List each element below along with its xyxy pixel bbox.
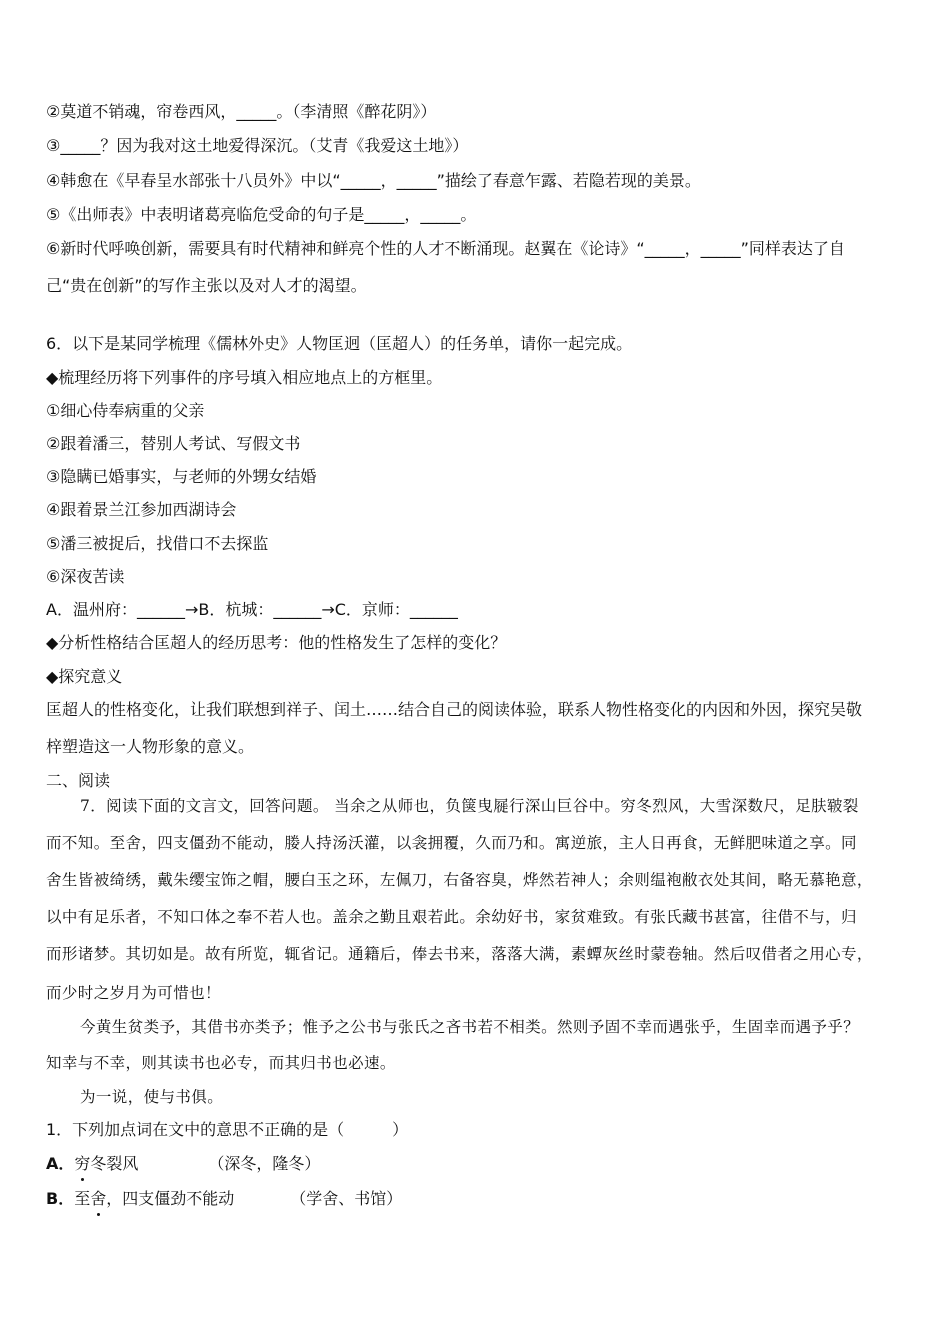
option-a-text-post: 冬裂风 — [90, 1154, 139, 1173]
q6-event-5: ⑤潘三被捉后，找借口不去探监 — [46, 534, 269, 553]
sub-question-1-stem: 1．下列加点词在文中的意思不正确的是（ ） — [46, 1120, 409, 1139]
option-b-text-pre: 至 — [74, 1189, 91, 1208]
q7-passage-line-6: 而少时之岁月为可惜也！ — [46, 984, 221, 1002]
sub-question-1-option-b — [46, 1188, 908, 1210]
recitation-item-3: ③_____？因为我对这土地爱得深沉。（艾青《我爱这土地》） — [46, 136, 469, 155]
question-6-stem: 6．以下是某同学梳理《儒林外史》人物匡迥（匡超人）的任务单，请你一起完成。 — [46, 334, 633, 353]
section-2-title: 二、阅读 — [46, 771, 111, 790]
q6-route-blanks: A．温州府：______→B．杭城：______→C．京师：______ — [46, 600, 458, 619]
option-b-gloss: （学舍、书馆） — [290, 1189, 403, 1208]
sub-question-1-option-a — [46, 1153, 908, 1175]
q7-passage-line-4: 以中有足乐者，不知口体之奉不若人也。盖余之勤且艰若此。余幼好书，家贫难致。有张氏藏书甚富，往借不与，归 — [46, 908, 857, 926]
q7-passage-line-5: 而形诸梦。其切如是。故有所览，辄省记。通籍后，俸去书来，落落大满，素蟫灰丝时蒙卷轴。然后叹借者之用心专， — [46, 945, 873, 963]
recitation-item-6: ⑥新时代呼唤创新，需要具有时代精神和鲜亮个性的人才不断涌现。赵翼在《论诗》“_____，_____”同样表达了自 — [46, 239, 845, 258]
option-a-dotted-word: 穷 — [74, 1154, 91, 1173]
q7-passage-line-3: 舍生皆被绮绣，戴朱缨宝饰之帽，腰白玉之环，左佩刀，右备容臭，烨然若神人；余则缊袍敝衣处其间，略无慕艳意， — [46, 871, 873, 889]
option-b-label: B． — [46, 1189, 75, 1208]
recitation-item-5: ⑤《出师表》中表明诸葛亮临危受命的句子是_____，_____。 — [46, 205, 477, 224]
q6-event-4: ④跟着景兰江参加西湖诗会 — [46, 500, 237, 519]
q7-passage-para2-line-1: 今黄生贫类予，其借书亦类予；惟予之公书与张氏之吝书若不相类。然则予固不幸而遇张乎，生固幸而遇予乎？ — [80, 1018, 860, 1036]
q6-task-sort: ◆梳理经历将下列事件的序号填入相应地点上的方框里。 — [46, 368, 443, 387]
q7-passage-para2-line-2: 知幸与不幸，则其读书也必专，而其归书也必速。 — [46, 1054, 396, 1072]
q7-passage-line-1: 7．阅读下面的文言文，回答问题。 当余之从师也，负箧曳屣行深山巨谷中。穷冬烈风，大雪深数尺，足肤皲裂 — [80, 797, 859, 815]
q6-event-1: ①细心侍奉病重的父亲 — [46, 401, 205, 420]
option-a-label: A． — [46, 1154, 75, 1173]
recitation-item-4: ④韩愈在《早春呈水部张十八员外》中以“_____，_____”描绘了春意乍露、若隐若现的美景。 — [46, 171, 701, 190]
q6-task-explore: ◆探究意义 — [46, 667, 123, 686]
recitation-item-2: ②莫道不销魂，帘卷西风，_____。（李清照《醉花阴》） — [46, 102, 437, 121]
q6-event-6: ⑥深夜苦读 — [46, 567, 125, 586]
q7-passage-para3: 为一说，使与书俱。 — [80, 1088, 224, 1106]
recitation-item-6-cont: 己“贵在创新”的写作主张以及对人才的渴望。 — [46, 276, 367, 295]
q6-event-2: ②跟着潘三，替别人考试、写假文书 — [46, 434, 301, 453]
option-a-gloss: （深冬，隆冬） — [208, 1154, 321, 1173]
q6-task-analyze: ◆分析性格结合匡超人的经历思考：他的性格发生了怎样的变化？ — [46, 633, 507, 652]
q6-explore-text: 匡超人的性格变化，让我们联想到祥子、闰土……结合自己的阅读体验，联系人物性格变化的内因和外因，探究吴敬 — [46, 700, 863, 719]
q6-event-3: ③隐瞒已婚事实，与老师的外甥女结婚 — [46, 467, 317, 486]
option-b-dotted-word: 舍 — [90, 1189, 107, 1208]
option-b-text-post: ，四支僵劲不能动 — [106, 1189, 235, 1208]
q6-explore-text-cont: 梓塑造这一人物形象的意义。 — [46, 737, 255, 756]
q7-passage-line-2: 而不知。至舍，四支僵劲不能动，媵人持汤沃灌，以衾拥覆，久而乃和。寓逆旅，主人日再食，无鲜肥味道之享。同 — [46, 834, 857, 852]
